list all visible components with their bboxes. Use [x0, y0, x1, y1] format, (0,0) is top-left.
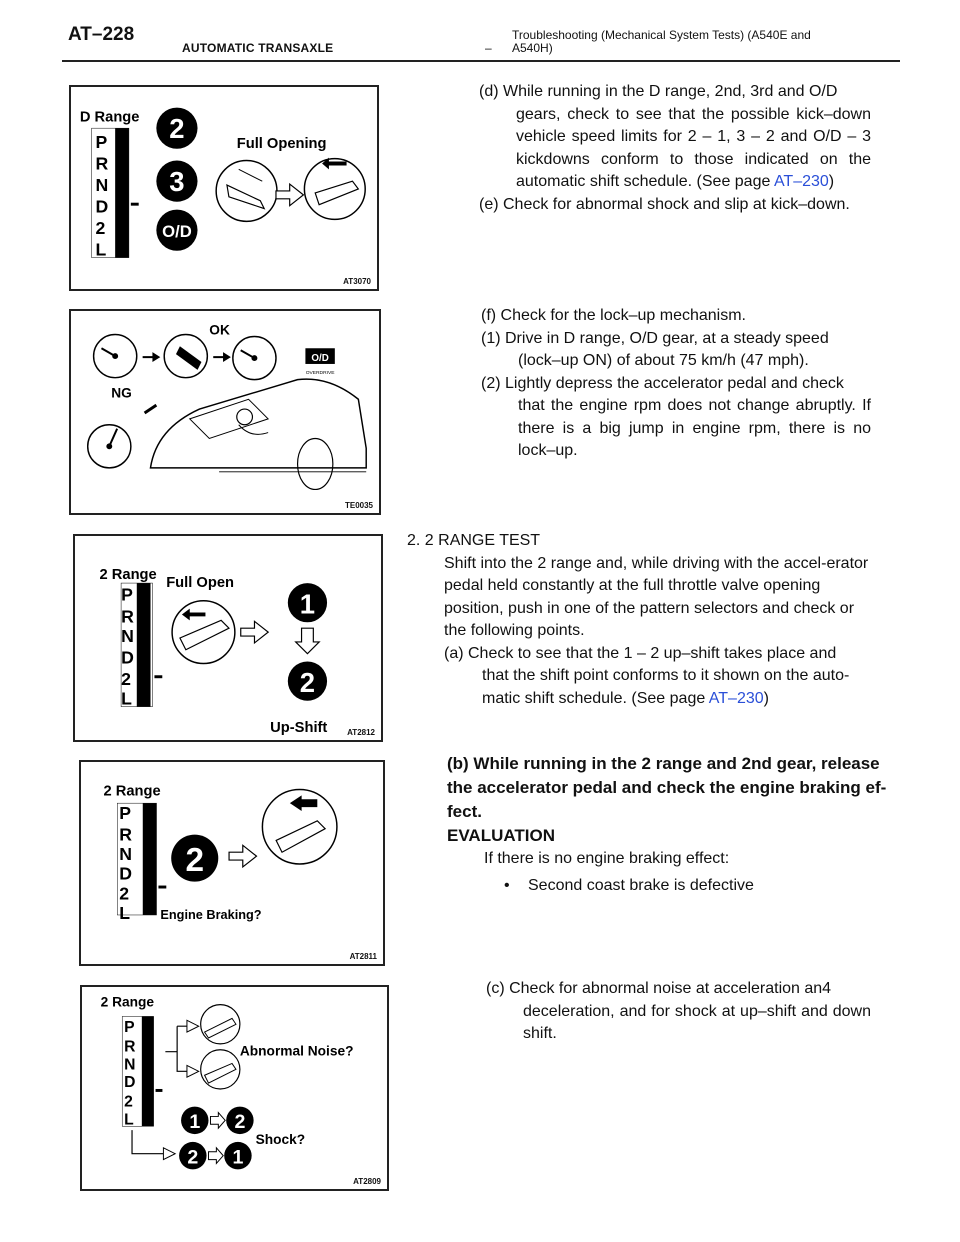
svg-text:1: 1 — [299, 588, 316, 620]
svg-text:2: 2 — [187, 1146, 199, 1169]
svg-text:N: N — [119, 844, 132, 865]
section-title: AUTOMATIC TRANSAXLE — [182, 41, 334, 55]
svg-text:D: D — [119, 863, 132, 884]
svg-text:N: N — [124, 1056, 136, 1074]
range-label: D Range — [79, 109, 140, 126]
car-body — [150, 379, 366, 468]
step-f-title: (f) Check for the lock–up mechanism. — [481, 307, 746, 324]
step-c — [486, 978, 871, 1046]
step-b-text: (b) While running in the 2 range and 2nd gear, release the accelerator pedal and check the engine braking ef-fect. — [447, 754, 887, 821]
range-label: 2 Range — [99, 567, 157, 584]
step-f-1: (1) Drive in D range, O/D gear, at a steady speed — [481, 329, 829, 347]
page-title: Troubleshooting (Mechanical System Tests) (A540E and A540H) — [512, 28, 811, 55]
header-rule — [62, 60, 900, 62]
noise-shock-illustration — [82, 987, 387, 1189]
header-separator: – — [485, 41, 492, 55]
step-f-2: (2) Lightly depress the accelerator pedal and check — [481, 374, 844, 392]
step-c-body: deceleration, and for shock at up–shift and down shift. — [523, 1002, 871, 1042]
arrow-down-icon — [296, 628, 320, 654]
evaluation-title: EVALUATION — [447, 826, 555, 845]
svg-text:2: 2 — [95, 218, 106, 239]
arrow-right-icon — [276, 184, 303, 206]
page-link[interactable]: AT–230 — [708, 689, 764, 707]
arrow-right-icon — [229, 845, 256, 867]
svg-text:2: 2 — [185, 841, 205, 879]
gear-letters — [124, 1019, 135, 1128]
evaluation-line: If there is no engine braking effect: — [484, 850, 730, 867]
gear-letters — [121, 585, 134, 709]
svg-text:R: R — [119, 824, 132, 845]
ng-label: NG — [111, 385, 132, 401]
svg-text:R: R — [124, 1038, 136, 1056]
svg-text:L: L — [121, 688, 132, 709]
svg-text:P: P — [124, 1019, 135, 1037]
range-2-intro: Shift into the 2 range and, while driving with the accel-erator pedal held constantly at the full throttle valve opening position, push in one of the pattern selectors and check or the following points. — [444, 554, 869, 639]
step-d — [479, 81, 871, 216]
svg-text:D: D — [95, 196, 109, 217]
svg-text:D: D — [124, 1074, 136, 1092]
engine-braking-illustration — [81, 762, 383, 964]
gear-letters — [96, 132, 109, 260]
figure-engine-braking — [79, 760, 385, 966]
step-d-line1: (d) While running in the D range, 2nd, 3rd and O/D — [479, 83, 838, 100]
release-arrow-icon — [290, 795, 317, 811]
step-b — [447, 752, 901, 897]
step-f — [481, 305, 871, 463]
step-a: (a) Check to see that the 1 – 2 up–shift takes place and — [444, 644, 837, 662]
ok-label: OK — [209, 322, 230, 338]
page-link[interactable]: AT–230 — [773, 173, 829, 190]
figure-code: AT3070 — [343, 277, 371, 286]
svg-text:N: N — [95, 174, 109, 195]
svg-text:R: R — [121, 606, 134, 627]
callout-label: Full Opening — [236, 135, 327, 152]
bullet-mark: • — [504, 876, 510, 894]
figure-code: AT2811 — [349, 952, 377, 961]
arrow-right-icon — [241, 621, 268, 643]
step-d-body: gears, check to see that the possible kick–down vehicle speed limits for 2 – 1, 3 – 2 and O/D – 3 kickdowns conform to those indicated on the automatic shift schedule. (See page AT–230) — [516, 105, 871, 190]
svg-text:2: 2 — [119, 883, 130, 904]
svg-text:1: 1 — [232, 1146, 244, 1169]
svg-text:P: P — [119, 802, 132, 823]
figure-noise-shock — [80, 985, 389, 1191]
svg-text:N: N — [121, 625, 134, 646]
svg-text:R: R — [95, 153, 109, 174]
svg-text:3: 3 — [169, 165, 185, 197]
figure-code: TE0035 — [344, 501, 373, 510]
figure-code: AT2812 — [347, 728, 375, 737]
svg-text:2: 2 — [121, 669, 131, 690]
callout-label: Full Open — [166, 575, 235, 591]
noise-label: Abnormal Noise? — [239, 1043, 354, 1059]
svg-text:L: L — [95, 239, 107, 260]
svg-text:D: D — [121, 647, 134, 668]
evaluation-bullet: • Second coast brake is defective — [447, 875, 901, 898]
figure-code: AT2809 — [353, 1177, 381, 1186]
step-a-body: that the shift point conforms to it shown on the auto-matic shift schedule. (See page AT–230) — [482, 667, 850, 707]
range-2-heading: 2. 2 RANGE TEST — [407, 532, 541, 549]
shock-label: Shock? — [255, 1131, 306, 1147]
svg-text:L: L — [124, 1111, 134, 1129]
pedal-before — [216, 161, 277, 222]
step-c-line1: (c) Check for abnormal noise at acceleration an4 — [486, 980, 832, 997]
range-2-test — [407, 530, 871, 710]
svg-text:2: 2 — [234, 1111, 246, 1134]
range-label: 2 Range — [100, 994, 155, 1010]
svg-text:P: P — [95, 131, 108, 152]
step-f-1-body: (lock–up ON) of about 75 km/h (47 mph). — [518, 352, 809, 369]
shift-pattern-icon — [298, 438, 333, 489]
gear-letters — [119, 803, 132, 923]
figure-d-range-kickdown — [69, 85, 379, 291]
svg-text:2: 2 — [169, 112, 185, 144]
svg-text:OVERDRIVE: OVERDRIVE — [305, 370, 335, 376]
step-e: (e) Check for abnormal shock and slip at kick–down. — [479, 195, 850, 213]
engine-braking-label: Engine Braking? — [160, 906, 262, 922]
svg-text:O/D: O/D — [311, 353, 329, 365]
svg-text:2: 2 — [299, 666, 316, 698]
page-number: AT–228 — [68, 24, 135, 45]
step-f-2-body: that the engine rpm does not change abruptly. If there is a big jump in engine rpm, there is no lock–up. — [518, 397, 871, 459]
svg-text:O/D: O/D — [162, 222, 192, 242]
svg-text:2: 2 — [124, 1093, 133, 1111]
svg-text:P: P — [121, 584, 133, 605]
svg-text:L: L — [119, 902, 131, 923]
figure-2-range-upshift — [73, 534, 383, 742]
lockup-illustration — [71, 311, 379, 513]
figure-lockup-check — [69, 309, 381, 515]
range-label: 2 Range — [103, 783, 161, 800]
upshift-illustration — [75, 536, 381, 740]
d-range-illustration — [71, 87, 377, 289]
upshift-label: Up-Shift — [270, 720, 328, 737]
svg-text:1: 1 — [189, 1111, 201, 1134]
